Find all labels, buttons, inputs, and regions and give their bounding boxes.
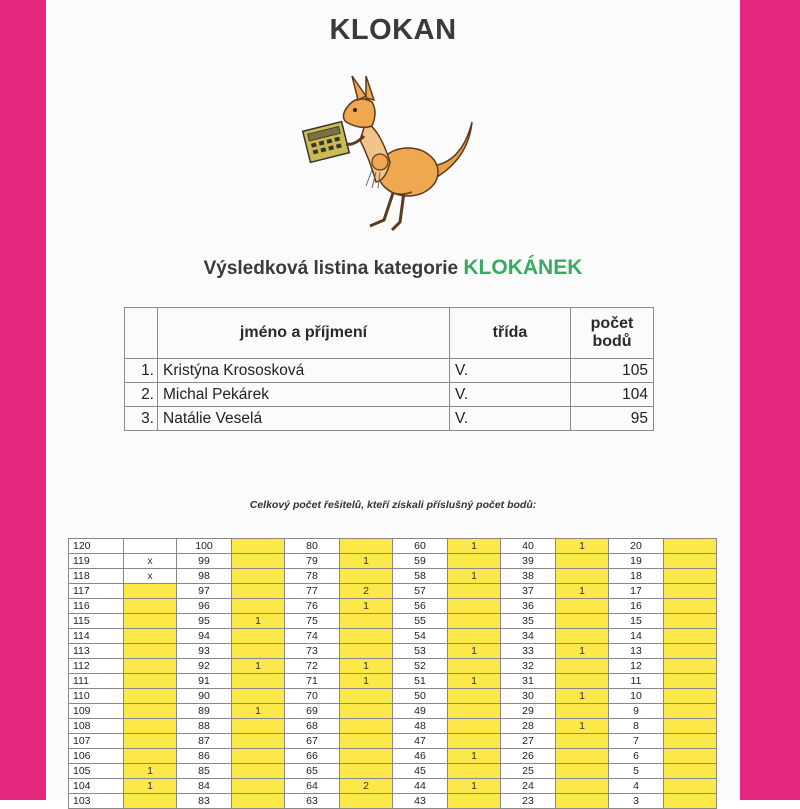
score-points-cell: 106 (69, 749, 124, 764)
solver-count-cell (124, 704, 177, 719)
solver-count-cell (448, 599, 501, 614)
solver-count-cell (664, 704, 717, 719)
solver-count-cell (340, 704, 393, 719)
solver-count-cell (664, 764, 717, 779)
score-points-cell: 37 (501, 584, 556, 599)
student-name: Kristýna Krososková (158, 359, 450, 383)
score-points-cell: 33 (501, 644, 556, 659)
solver-count-cell (556, 659, 609, 674)
solver-count-cell: x (124, 554, 177, 569)
solver-count-cell (448, 554, 501, 569)
solver-count-cell (556, 569, 609, 584)
score-points-cell: 86 (177, 749, 232, 764)
score-points-cell: 66 (285, 749, 340, 764)
score-points-cell: 40 (501, 539, 556, 554)
solver-count-cell (124, 599, 177, 614)
score-points-cell: 104 (69, 779, 124, 794)
solver-count-cell: 2 (340, 779, 393, 794)
score-points-cell: 59 (393, 554, 448, 569)
solver-count-cell (340, 629, 393, 644)
solver-count-cell (664, 749, 717, 764)
solver-count-cell: 1 (340, 554, 393, 569)
score-points-cell: 92 (177, 659, 232, 674)
score-points-cell: 98 (177, 569, 232, 584)
results-subtitle (46, 256, 740, 280)
solver-count-cell (232, 569, 285, 584)
solver-count-cell (124, 659, 177, 674)
score-points-cell: 69 (285, 704, 340, 719)
solver-count-cell (448, 614, 501, 629)
solver-count-cell (232, 719, 285, 734)
score-points-cell: 27 (501, 734, 556, 749)
solver-count-cell: 1 (232, 614, 285, 629)
score-distribution-table (68, 538, 717, 809)
rank-header (125, 308, 158, 359)
results-table (124, 307, 654, 431)
solver-count-cell (448, 764, 501, 779)
solver-count-cell (232, 749, 285, 764)
solver-count-cell (664, 719, 717, 734)
solver-count-cell (664, 554, 717, 569)
score-points-cell: 91 (177, 674, 232, 689)
solver-count-cell (232, 629, 285, 644)
rank: 3. (125, 407, 158, 431)
solver-count-cell (124, 539, 177, 554)
solver-count-cell (556, 599, 609, 614)
score-points-cell: 63 (285, 794, 340, 809)
score-points-cell: 11 (609, 674, 664, 689)
class-header: třída (450, 308, 571, 359)
student-class: V. (450, 407, 571, 431)
score-points-cell: 29 (501, 704, 556, 719)
solver-count-cell (124, 629, 177, 644)
score-points-cell: 99 (177, 554, 232, 569)
score-points-cell: 90 (177, 689, 232, 704)
solver-count-cell: 2 (340, 584, 393, 599)
score-points-cell: 118 (69, 569, 124, 584)
score-points-cell: 36 (501, 599, 556, 614)
score-points-cell: 110 (69, 689, 124, 704)
score-points-cell: 103 (69, 794, 124, 809)
solver-count-cell (664, 674, 717, 689)
solver-count-cell (664, 659, 717, 674)
solver-count-cell (124, 644, 177, 659)
score-points-cell: 16 (609, 599, 664, 614)
solver-count-cell (340, 794, 393, 809)
solver-count-cell: 1 (340, 599, 393, 614)
score-points-cell: 73 (285, 644, 340, 659)
points-header (571, 308, 654, 359)
solver-count-cell (232, 584, 285, 599)
score-points-cell: 100 (177, 539, 232, 554)
student-name: Natálie Veselá (158, 407, 450, 431)
solver-count-cell (124, 734, 177, 749)
solver-count-cell (340, 569, 393, 584)
subtitle-prefix: Výsledková listina kategorie (203, 258, 459, 279)
solver-count-cell (556, 629, 609, 644)
score-points-cell: 109 (69, 704, 124, 719)
solver-count-cell (124, 674, 177, 689)
solver-count-cell (232, 554, 285, 569)
solver-count-cell (124, 749, 177, 764)
solver-count-cell (448, 734, 501, 749)
solver-count-cell (232, 599, 285, 614)
table-row (125, 383, 654, 407)
score-points-cell: 55 (393, 614, 448, 629)
score-points-cell: 115 (69, 614, 124, 629)
score-points-cell: 119 (69, 554, 124, 569)
score-points-cell: 4 (609, 779, 664, 794)
solver-count-cell (556, 704, 609, 719)
solver-count-cell (232, 794, 285, 809)
score-points-cell: 51 (393, 674, 448, 689)
solver-count-cell: 1 (232, 704, 285, 719)
solver-count-cell (556, 749, 609, 764)
solver-count-cell (340, 734, 393, 749)
solver-count-cell: 1 (124, 764, 177, 779)
solver-count-cell (340, 614, 393, 629)
score-points-cell: 15 (609, 614, 664, 629)
score-points-cell: 87 (177, 734, 232, 749)
solver-count-cell (124, 794, 177, 809)
student-points: 95 (571, 407, 654, 431)
score-points-cell: 64 (285, 779, 340, 794)
student-name: Michal Pekárek (158, 383, 450, 407)
score-points-cell: 8 (609, 719, 664, 734)
solver-count-cell (340, 689, 393, 704)
solver-count-cell (232, 674, 285, 689)
score-points-cell: 28 (501, 719, 556, 734)
solver-count-cell: 1 (448, 779, 501, 794)
score-points-cell: 117 (69, 584, 124, 599)
solver-count-cell (664, 644, 717, 659)
solver-count-cell (556, 614, 609, 629)
solver-count-cell (232, 734, 285, 749)
table-row (125, 407, 654, 431)
solver-count-cell: 1 (448, 644, 501, 659)
score-points-cell: 48 (393, 719, 448, 734)
solver-count-cell (556, 764, 609, 779)
solver-count-cell: 1 (448, 674, 501, 689)
kangaroo-with-calculator-icon (300, 70, 480, 240)
score-points-cell: 68 (285, 719, 340, 734)
solver-count-cell: 1 (448, 749, 501, 764)
score-points-cell: 17 (609, 584, 664, 599)
solver-count-cell: 1 (232, 659, 285, 674)
score-points-cell: 20 (609, 539, 664, 554)
score-points-cell: 26 (501, 749, 556, 764)
score-points-cell: 50 (393, 689, 448, 704)
solver-count-cell (340, 539, 393, 554)
score-points-cell: 72 (285, 659, 340, 674)
score-points-cell: 47 (393, 734, 448, 749)
score-points-cell: 56 (393, 599, 448, 614)
score-points-cell: 5 (609, 764, 664, 779)
student-class: V. (450, 383, 571, 407)
score-points-cell: 49 (393, 704, 448, 719)
score-points-cell: 96 (177, 599, 232, 614)
solver-count-cell (448, 659, 501, 674)
score-points-cell: 74 (285, 629, 340, 644)
student-points: 104 (571, 383, 654, 407)
score-points-cell: 24 (501, 779, 556, 794)
score-points-cell: 107 (69, 734, 124, 749)
score-points-cell: 111 (69, 674, 124, 689)
solver-count-cell (664, 794, 717, 809)
score-points-cell: 77 (285, 584, 340, 599)
solver-count-cell (448, 719, 501, 734)
solver-count-cell (664, 614, 717, 629)
score-points-cell: 80 (285, 539, 340, 554)
solver-count-cell (340, 764, 393, 779)
score-points-cell: 46 (393, 749, 448, 764)
score-points-cell: 7 (609, 734, 664, 749)
solver-count-cell (232, 764, 285, 779)
solver-count-cell (232, 779, 285, 794)
score-points-cell: 43 (393, 794, 448, 809)
rank: 1. (125, 359, 158, 383)
score-points-cell: 78 (285, 569, 340, 584)
solver-count-cell (124, 689, 177, 704)
solver-count-cell (448, 689, 501, 704)
solver-count-cell (664, 734, 717, 749)
solver-count-cell (232, 539, 285, 554)
solver-count-cell (448, 629, 501, 644)
score-points-cell: 35 (501, 614, 556, 629)
score-points-cell: 53 (393, 644, 448, 659)
solver-count-cell (664, 629, 717, 644)
score-points-cell: 85 (177, 764, 232, 779)
score-points-cell: 52 (393, 659, 448, 674)
name-header: jméno a příjmení (158, 308, 450, 359)
solver-count-cell: 1 (340, 674, 393, 689)
solver-count-cell: x (124, 569, 177, 584)
solver-count-cell: 1 (556, 689, 609, 704)
solver-count-cell (556, 779, 609, 794)
page-title: KLOKAN (329, 14, 457, 46)
score-points-cell: 71 (285, 674, 340, 689)
score-points-cell: 6 (609, 749, 664, 764)
score-points-cell: 13 (609, 644, 664, 659)
score-points-cell: 58 (393, 569, 448, 584)
score-points-cell: 18 (609, 569, 664, 584)
score-points-cell: 19 (609, 554, 664, 569)
solver-count-cell: 1 (556, 584, 609, 599)
solver-count-cell (664, 689, 717, 704)
score-points-cell: 75 (285, 614, 340, 629)
solver-count-cell (664, 539, 717, 554)
score-points-cell: 60 (393, 539, 448, 554)
score-distribution-note: Celkový počet řešitelů, kteří získali příslušný počet bodů: (249, 499, 537, 511)
score-points-cell: 57 (393, 584, 448, 599)
score-points-cell: 93 (177, 644, 232, 659)
solver-count-cell (340, 644, 393, 659)
student-class: V. (450, 359, 571, 383)
student-points: 105 (571, 359, 654, 383)
solver-count-cell (448, 584, 501, 599)
solver-count-cell: 1 (556, 719, 609, 734)
score-points-cell: 12 (609, 659, 664, 674)
document-page (46, 0, 740, 807)
score-points-cell: 120 (69, 539, 124, 554)
solver-count-cell (124, 719, 177, 734)
solver-count-cell (556, 674, 609, 689)
score-points-cell: 10 (609, 689, 664, 704)
solver-count-cell (556, 554, 609, 569)
points-header-line1: počet (590, 315, 634, 332)
solver-count-cell (232, 689, 285, 704)
score-points-cell: 30 (501, 689, 556, 704)
solver-count-cell (556, 794, 609, 809)
score-points-cell: 14 (609, 629, 664, 644)
score-points-cell: 32 (501, 659, 556, 674)
score-points-cell: 113 (69, 644, 124, 659)
solver-count-cell (124, 614, 177, 629)
score-points-cell: 114 (69, 629, 124, 644)
score-points-cell: 84 (177, 779, 232, 794)
score-points-cell: 83 (177, 794, 232, 809)
score-points-cell: 54 (393, 629, 448, 644)
solver-count-cell: 1 (448, 569, 501, 584)
score-points-cell: 45 (393, 764, 448, 779)
score-points-cell: 65 (285, 764, 340, 779)
solver-count-cell (124, 584, 177, 599)
score-points-cell: 67 (285, 734, 340, 749)
score-points-cell: 97 (177, 584, 232, 599)
score-points-cell: 38 (501, 569, 556, 584)
solver-count-cell (448, 794, 501, 809)
solver-count-cell: 1 (556, 539, 609, 554)
score-points-cell: 89 (177, 704, 232, 719)
table-row (125, 359, 654, 383)
solver-count-cell (664, 779, 717, 794)
solver-count-cell (664, 584, 717, 599)
solver-count-cell (340, 719, 393, 734)
score-points-cell: 25 (501, 764, 556, 779)
score-points-cell: 34 (501, 629, 556, 644)
score-points-cell: 44 (393, 779, 448, 794)
solver-count-cell (556, 734, 609, 749)
score-points-cell: 108 (69, 719, 124, 734)
score-points-cell: 116 (69, 599, 124, 614)
solver-count-cell (664, 569, 717, 584)
results-header-row (125, 308, 654, 359)
solver-count-cell (340, 749, 393, 764)
solver-count-cell (664, 599, 717, 614)
score-points-cell: 79 (285, 554, 340, 569)
solver-count-cell: 1 (556, 644, 609, 659)
score-points-cell: 95 (177, 614, 232, 629)
solver-count-cell: 1 (448, 539, 501, 554)
score-points-cell: 70 (285, 689, 340, 704)
score-points-cell: 105 (69, 764, 124, 779)
score-points-cell: 31 (501, 674, 556, 689)
score-points-cell: 23 (501, 794, 556, 809)
score-points-cell: 76 (285, 599, 340, 614)
solver-count-cell: 1 (340, 659, 393, 674)
solver-count-cell (448, 704, 501, 719)
points-header-line2: bodů (592, 333, 632, 350)
score-points-cell: 9 (609, 704, 664, 719)
score-points-cell: 3 (609, 794, 664, 809)
score-points-cell: 88 (177, 719, 232, 734)
solver-count-cell: 1 (124, 779, 177, 794)
solver-count-cell (232, 644, 285, 659)
score-points-cell: 94 (177, 629, 232, 644)
score-points-cell: 39 (501, 554, 556, 569)
rank: 2. (125, 383, 158, 407)
score-points-cell: 112 (69, 659, 124, 674)
category-name: KLOKÁNEK (463, 256, 583, 279)
